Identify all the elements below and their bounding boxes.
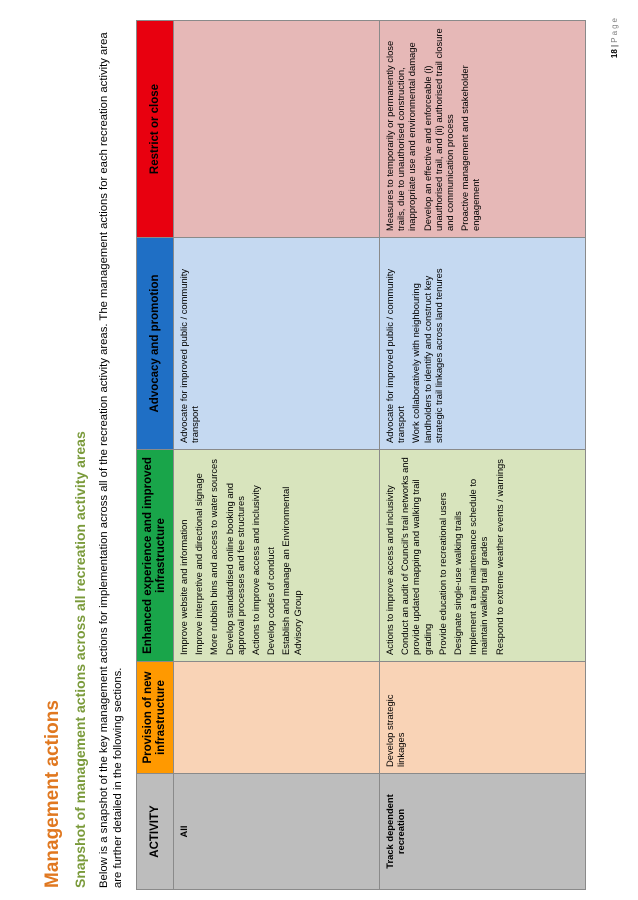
restrict-cell (380, 21, 586, 238)
list-item: Develop strategic linkages (384, 694, 407, 767)
list-item: Implement a trail maintenance schedule to maintain walking trail grades (467, 478, 490, 655)
list-item: Actions to improve access and inclusivity (384, 485, 395, 655)
enhanced-cell (174, 450, 380, 662)
table-row (380, 21, 586, 890)
list-item: Advocate for improved public / community transport (384, 268, 407, 443)
page-number: 18 (610, 49, 619, 59)
header-restrict: Restrict or close (137, 21, 174, 238)
list-item: Develop codes of conduct (265, 547, 277, 655)
restrict-cell (174, 21, 380, 238)
list-item: Work collaboratively with neighbouring landholders to identify and construct key strategic trail linkages across land tenures (410, 268, 444, 443)
list-item: Improve interpretive and directional signage (193, 473, 205, 655)
header-provision: Provision of new infrastructure (137, 662, 174, 774)
list-item: Provide education to recreational users (436, 492, 448, 655)
list-item: Advocate for improved public / community transport (178, 268, 201, 443)
list-item: Designate single-use walking trails (452, 511, 464, 655)
list-item: Improve website and information (178, 519, 189, 655)
page-footer (610, 16, 619, 58)
activity-cell: Track dependent recreation (380, 774, 586, 890)
provision-cell (174, 662, 380, 774)
footer-separator: | (610, 42, 619, 50)
provision-cell (380, 662, 586, 774)
enhanced-cell (380, 450, 586, 662)
table-row (174, 21, 380, 890)
header-enhanced: Enhanced experience and improved infrastructure (137, 450, 174, 662)
list-item: Respond to extreme weather events / warnings (493, 459, 505, 655)
header-activity: ACTIVITY (137, 774, 174, 890)
list-item: Conduct an audit of Council's trail networks and provide updated mapping and walking trail grading (399, 457, 433, 655)
header-advocacy: Advocacy and promotion (137, 238, 174, 450)
list-item: Measures to temporarily or permanently close trails, due to unauthorised construction, inappropriate use and environmental damage (384, 40, 418, 231)
list-item: More rubbish bins and access to water sources (208, 459, 220, 655)
page-title: Management actions (42, 700, 63, 888)
intro-paragraph: Below is a snapshot of the key management actions for implementation across all of the recreation activity areas. The management actions for each recreation activity area are further detailed in the following sections. (98, 32, 124, 888)
list-item: Establish and manage an Environmental Advisory Group (280, 486, 303, 655)
list-item: Develop an effective and enforceable (i) unauthorised trail, and (ii) authorised trail closure and communication process (421, 28, 456, 231)
advocacy-cell (174, 238, 380, 450)
list-item: Actions to improve access and inclusivity (250, 485, 262, 655)
advocacy-cell (380, 238, 586, 450)
page-word: Page (610, 16, 619, 43)
section-subtitle: Snapshot of management actions across all recreation activity areas (72, 431, 88, 888)
management-actions-table (136, 20, 586, 890)
list-item: Proactive management and stakeholder engagement (459, 65, 482, 231)
table-header-row (137, 21, 174, 890)
list-item: Develop standardised online booking and approval processes and fee structures (223, 482, 246, 655)
activity-cell: All (174, 774, 380, 890)
